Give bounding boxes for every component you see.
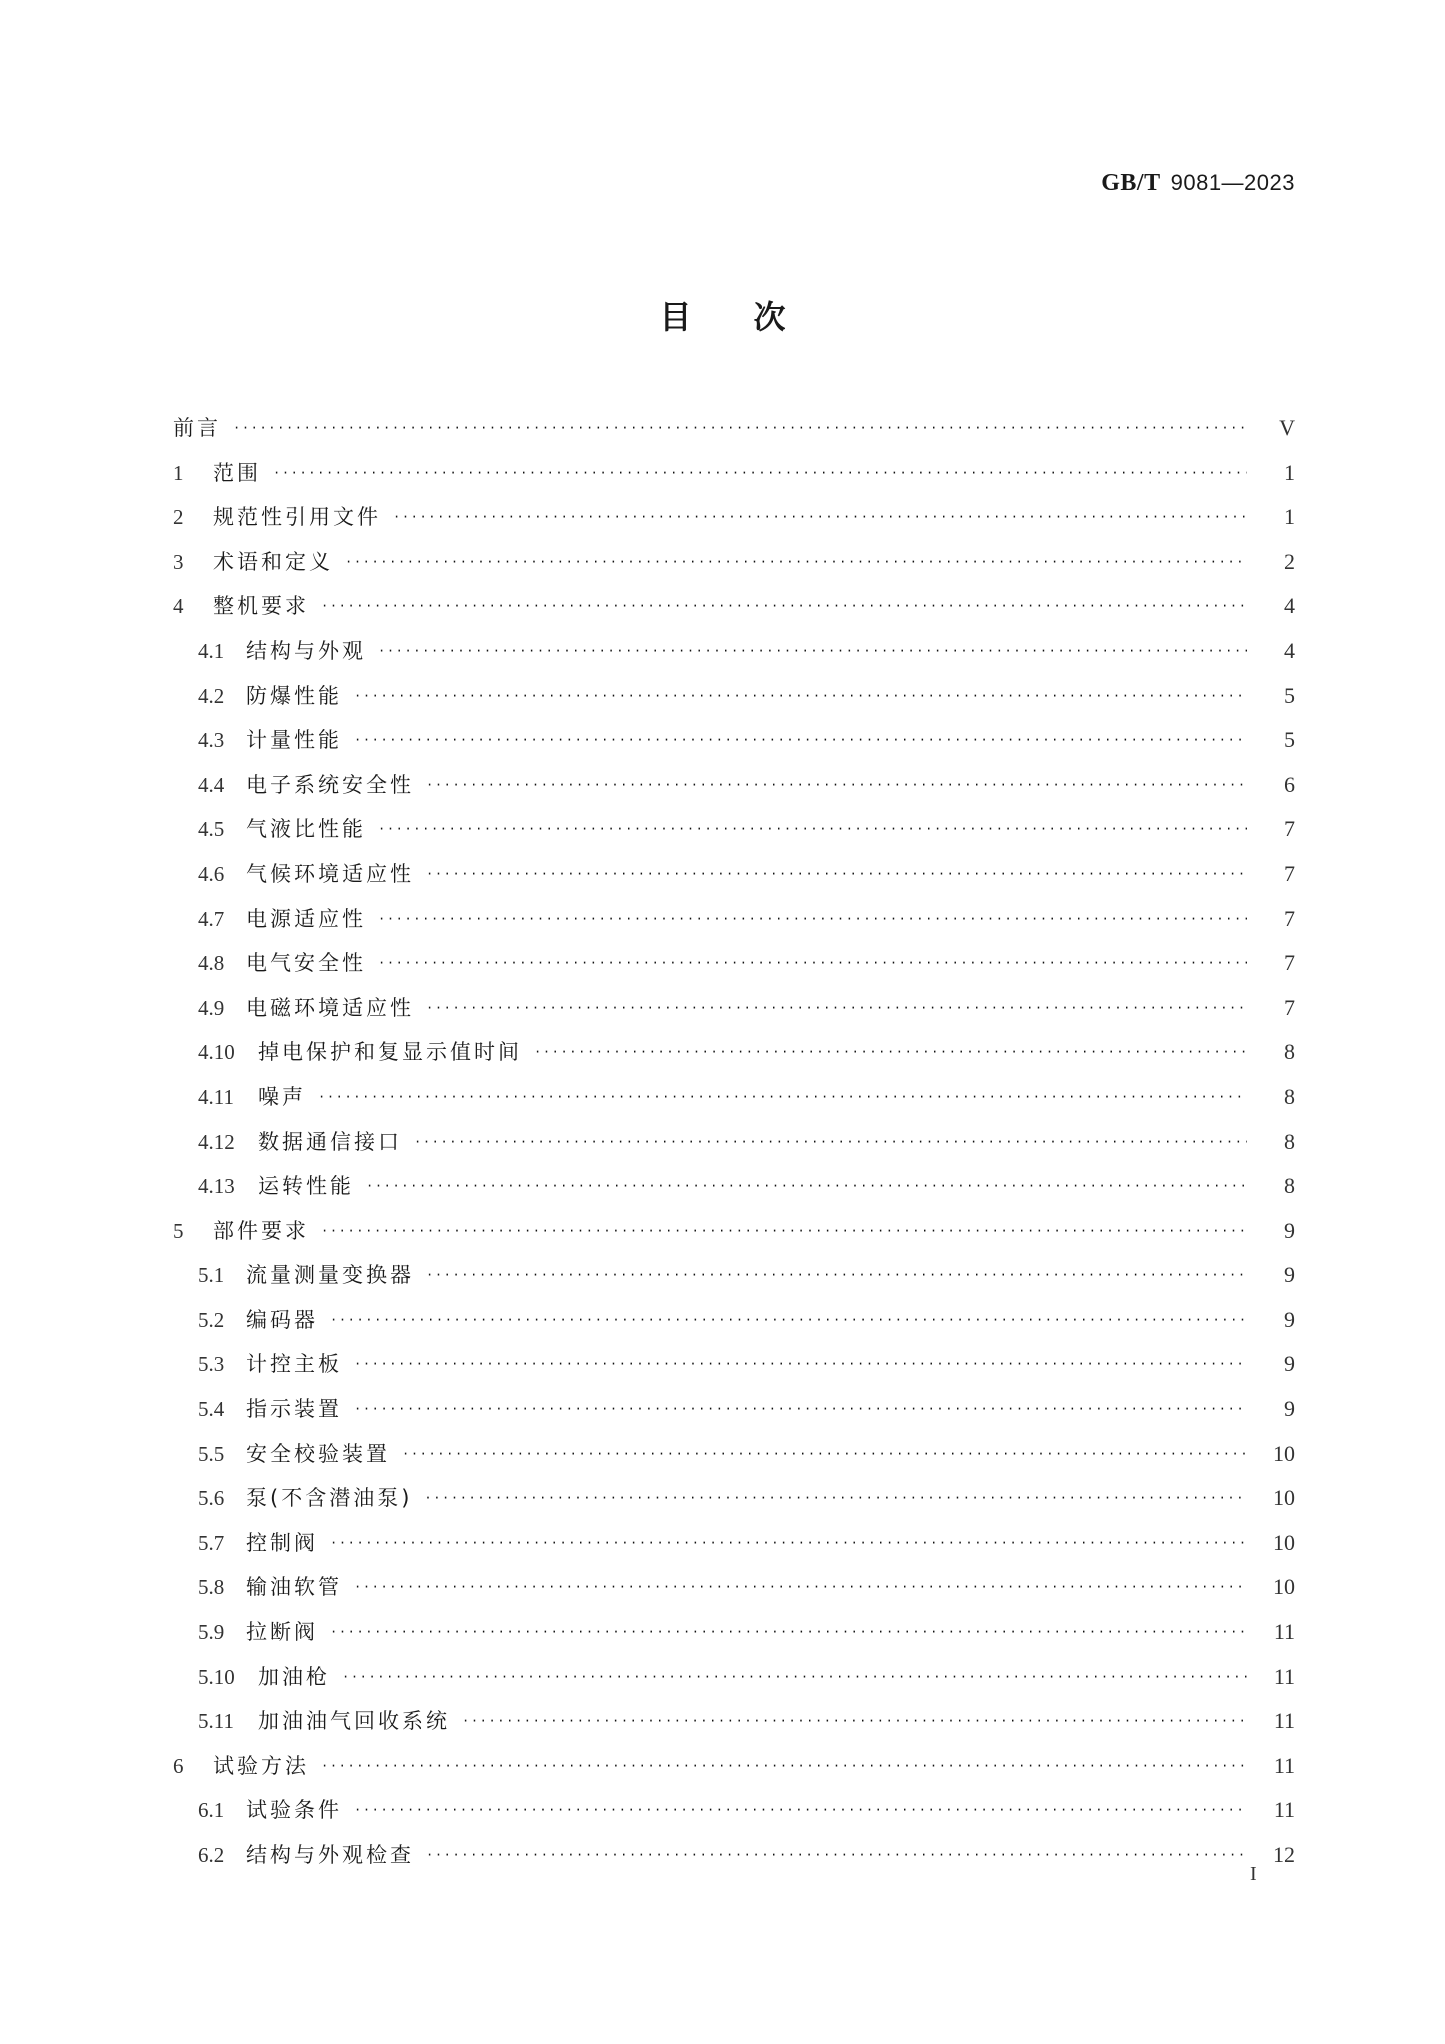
- standard-prefix: GB/T: [1101, 170, 1161, 196]
- toc-entry[interactable]: [173, 1393, 1295, 1438]
- toc-entry-page: 9: [1284, 1306, 1295, 1332]
- toc-entry-page: 11: [1273, 1619, 1295, 1645]
- toc-entry-page: 9: [1284, 1396, 1295, 1422]
- toc-entry-number: 6.1: [198, 1798, 225, 1823]
- toc-entry-label: 结构与外观: [246, 638, 366, 663]
- toc-dot-leader: [426, 1001, 1247, 1015]
- toc-entry[interactable]: [173, 1482, 1295, 1527]
- toc-entry[interactable]: [173, 1036, 1295, 1081]
- toc-dot-leader: [424, 1491, 1247, 1505]
- toc-entry-number: 5: [173, 1218, 184, 1243]
- toc-entry[interactable]: [173, 813, 1295, 858]
- toc-dot-leader: [426, 778, 1247, 792]
- toc-entry-number: 4.11: [198, 1084, 234, 1109]
- toc-entry[interactable]: [173, 1794, 1295, 1839]
- toc-entry-number: 5.9: [198, 1620, 225, 1645]
- toc-entry-label: 部件要求: [213, 1218, 309, 1243]
- toc-dot-leader: [345, 555, 1247, 569]
- toc-entry-label: 范围: [213, 460, 261, 485]
- toc-entry[interactable]: [173, 1438, 1295, 1483]
- standard-number: 9081—2023: [1170, 170, 1295, 195]
- toc-entry[interactable]: [173, 680, 1295, 725]
- toc-entry-page: 9: [1284, 1351, 1295, 1377]
- toc-entry-number: 4.6: [198, 861, 225, 886]
- toc-dot-leader: [318, 1090, 1247, 1104]
- toc-dot-leader: [426, 1268, 1247, 1282]
- table-of-contents: [173, 412, 1295, 1884]
- toc-entry-page: 10: [1273, 1485, 1295, 1511]
- toc-entry[interactable]: [173, 1839, 1295, 1884]
- toc-entry-page: 7: [1284, 994, 1295, 1020]
- toc-dot-leader: [402, 1447, 1247, 1461]
- toc-entry[interactable]: [173, 1304, 1295, 1349]
- toc-entry-number: 4.1: [198, 638, 225, 663]
- toc-entry-number: 4.13: [198, 1174, 235, 1199]
- toc-entry[interactable]: [173, 1259, 1295, 1304]
- toc-entry-label: 气液比性能: [246, 817, 366, 842]
- toc-dot-leader: [273, 466, 1247, 480]
- toc-entry-number: 4.10: [198, 1040, 235, 1065]
- toc-entry-page: 5: [1284, 727, 1295, 753]
- toc-entry[interactable]: [173, 903, 1295, 948]
- toc-entry-label: 结构与外观检查: [246, 1843, 414, 1867]
- toc-entry[interactable]: [173, 1571, 1295, 1616]
- toc-entry-page: 9: [1284, 1262, 1295, 1288]
- toc-dot-leader: [534, 1045, 1247, 1059]
- toc-entry-page: 11: [1273, 1752, 1295, 1778]
- toc-entry-page: 12: [1273, 1842, 1295, 1867]
- toc-entry-label: 拉断阀: [246, 1620, 318, 1645]
- toc-dot-leader: [354, 1357, 1247, 1371]
- toc-entry-page: 10: [1273, 1440, 1295, 1466]
- toc-entry[interactable]: [173, 590, 1295, 635]
- toc-entry-label: 噪声: [258, 1084, 306, 1109]
- toc-entry-label: 计量性能: [246, 728, 342, 753]
- toc-entry[interactable]: [173, 635, 1295, 680]
- toc-entry-number: 4.7: [198, 906, 225, 931]
- toc-entry-number: 5.4: [198, 1397, 225, 1422]
- toc-dot-leader: [378, 822, 1247, 836]
- toc-entry-label: 电气安全性: [246, 951, 366, 976]
- toc-entry-number: 5.5: [198, 1441, 225, 1466]
- toc-entry-number: 6.2: [198, 1843, 225, 1867]
- toc-entry-label: 数据通信接口: [258, 1129, 402, 1154]
- toc-dot-leader: [330, 1625, 1247, 1639]
- toc-entry-label: 输油软管: [246, 1575, 342, 1600]
- toc-dot-leader: [354, 1402, 1247, 1416]
- toc-dot-leader: [393, 510, 1247, 524]
- toc-entry[interactable]: [173, 1170, 1295, 1215]
- toc-dot-leader: [354, 1580, 1247, 1594]
- toc-entry-label: 试验条件: [246, 1798, 342, 1823]
- toc-entry[interactable]: [173, 1348, 1295, 1393]
- toc-entry[interactable]: [173, 457, 1295, 502]
- toc-entry-page: 7: [1284, 905, 1295, 931]
- page-number: I: [1250, 1863, 1257, 1885]
- toc-dot-leader: [321, 1759, 1247, 1773]
- standard-code: [1101, 170, 1295, 197]
- toc-dot-leader: [321, 599, 1247, 613]
- toc-entry-number: 4.9: [198, 995, 225, 1020]
- toc-entry-number: 5.6: [198, 1486, 225, 1511]
- page-title: 目次: [659, 298, 848, 336]
- toc-dot-leader: [321, 1224, 1247, 1238]
- toc-entry[interactable]: [173, 1750, 1295, 1795]
- toc-entry[interactable]: [173, 1527, 1295, 1572]
- toc-entry-label: 加油枪: [258, 1664, 330, 1689]
- toc-entry-page: 6: [1284, 771, 1295, 797]
- toc-dot-leader: [462, 1714, 1247, 1728]
- toc-entry-page: 7: [1284, 950, 1295, 976]
- toc-entry-number: 4.4: [198, 772, 225, 797]
- toc-entry-number: 4.12: [198, 1129, 235, 1154]
- toc-entry[interactable]: [173, 947, 1295, 992]
- toc-entry-page: 1: [1284, 504, 1295, 530]
- toc-entry-number: 2: [173, 505, 184, 530]
- toc-entry-page: 4: [1284, 593, 1295, 619]
- toc-entry[interactable]: [173, 501, 1295, 546]
- toc-entry-page: V: [1279, 415, 1295, 440]
- toc-dot-leader: [354, 1803, 1247, 1817]
- toc-entry[interactable]: [173, 724, 1295, 769]
- toc-entry-page: 8: [1284, 1173, 1295, 1199]
- toc-entry-label: 试验方法: [213, 1753, 309, 1778]
- toc-entry[interactable]: [173, 546, 1295, 591]
- toc-entry-page: 10: [1273, 1529, 1295, 1555]
- toc-entry-label: 电子系统安全性: [246, 772, 414, 797]
- toc-entry[interactable]: [173, 412, 1295, 457]
- toc-dot-leader: [378, 644, 1247, 658]
- toc-entry-label: 术语和定义: [213, 549, 333, 574]
- toc-dot-leader: [378, 956, 1247, 970]
- toc-entry-page: 11: [1273, 1797, 1295, 1823]
- toc-entry[interactable]: [173, 1126, 1295, 1171]
- toc-entry-label: 防爆性能: [246, 683, 342, 708]
- toc-entry-page: 8: [1284, 1083, 1295, 1109]
- toc-entry[interactable]: [173, 1081, 1295, 1126]
- toc-entry-label: 气候环境适应性: [246, 861, 414, 886]
- toc-entry-page: 9: [1284, 1217, 1295, 1243]
- toc-dot-leader: [354, 689, 1247, 703]
- toc-entry-label: 电磁环境适应性: [246, 995, 414, 1020]
- toc-entry-label: 计控主板: [246, 1352, 342, 1377]
- toc-dot-leader: [354, 733, 1247, 747]
- toc-entry-page: 5: [1284, 682, 1295, 708]
- toc-entry-page: 11: [1273, 1663, 1295, 1689]
- toc-entry-page: 2: [1284, 548, 1295, 574]
- toc-entry[interactable]: [173, 769, 1295, 814]
- toc-entry[interactable]: [173, 1661, 1295, 1706]
- toc-entry-number: 5.11: [198, 1709, 234, 1734]
- toc-entry-label: 加油油气回收系统: [258, 1709, 450, 1734]
- toc-entry-number: 5.10: [198, 1664, 235, 1689]
- toc-dot-leader: [414, 1135, 1247, 1149]
- toc-entry-page: 11: [1273, 1708, 1295, 1734]
- toc-entry-page: 7: [1284, 860, 1295, 886]
- toc-entry-number: 4.2: [198, 683, 225, 708]
- toc-dot-leader: [426, 867, 1247, 881]
- toc-entry-number: 5.2: [198, 1307, 225, 1332]
- toc-dot-leader: [330, 1536, 1247, 1550]
- toc-dot-leader: [426, 1848, 1247, 1862]
- toc-entry-number: 4: [173, 594, 184, 619]
- toc-entry-label: 安全校验装置: [246, 1441, 390, 1466]
- toc-entry-page: 10: [1273, 1574, 1295, 1600]
- toc-entry[interactable]: [173, 858, 1295, 903]
- toc-entry-label: 流量测量变换器: [246, 1263, 414, 1288]
- toc-entry-number: 4.8: [198, 951, 225, 976]
- toc-entry-label: 控制阀: [246, 1530, 318, 1555]
- toc-entry-label: 电源适应性: [246, 906, 366, 931]
- toc-entry[interactable]: [173, 1215, 1295, 1260]
- toc-dot-leader: [330, 1313, 1247, 1327]
- toc-entry-number: 3: [173, 549, 184, 574]
- toc-entry-page: 7: [1284, 816, 1295, 842]
- toc-dot-leader: [378, 912, 1247, 926]
- toc-entry-label: 整机要求: [213, 594, 309, 619]
- toc-entry-label: 运转性能: [258, 1174, 354, 1199]
- toc-entry-page: 8: [1284, 1128, 1295, 1154]
- toc-dot-leader: [233, 421, 1247, 435]
- toc-entry[interactable]: [173, 992, 1295, 1037]
- toc-dot-leader: [342, 1670, 1247, 1684]
- toc-entry-page: 4: [1284, 637, 1295, 663]
- toc-entry-label: 前言: [173, 416, 221, 440]
- toc-entry-label: 泵(不含潜油泵): [246, 1486, 413, 1511]
- toc-dot-leader: [366, 1179, 1247, 1193]
- toc-entry[interactable]: [173, 1616, 1295, 1661]
- toc-entry-number: 5.8: [198, 1575, 225, 1600]
- toc-entry-label: 规范性引用文件: [213, 505, 381, 530]
- toc-entry-label: 指示装置: [246, 1397, 342, 1422]
- toc-entry-page: 8: [1284, 1039, 1295, 1065]
- toc-entry-label: 掉电保护和复显示值时间: [258, 1040, 522, 1065]
- toc-entry-number: 5.3: [198, 1352, 225, 1377]
- toc-entry-number: 5.1: [198, 1263, 225, 1288]
- toc-entry-number: 5.7: [198, 1530, 225, 1555]
- toc-entry[interactable]: [173, 1705, 1295, 1750]
- toc-entry-label: 编码器: [246, 1307, 318, 1332]
- toc-entry-number: 1: [173, 460, 184, 485]
- toc-entry-page: 1: [1284, 459, 1295, 485]
- toc-entry-number: 4.3: [198, 728, 225, 753]
- toc-entry-number: 6: [173, 1753, 184, 1778]
- toc-entry-number: 4.5: [198, 817, 225, 842]
